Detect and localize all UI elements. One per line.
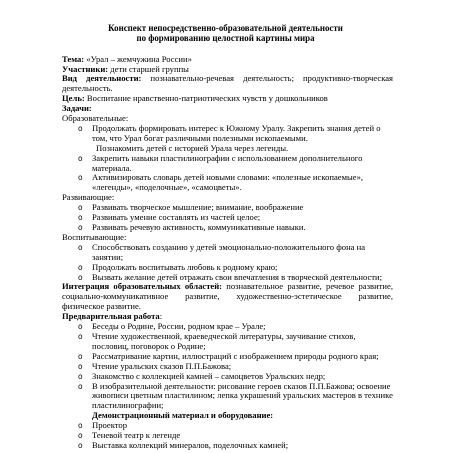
bullet-icon: o — [78, 173, 83, 183]
demo-list — [62, 421, 393, 451]
bullet-icon: o — [78, 381, 83, 391]
bullet-icon: o — [78, 371, 83, 381]
bullet-icon: o — [78, 351, 83, 361]
vid-value: познавательно-речевая деятельность; продуктивно-творческая деятельность. — [62, 73, 394, 94]
integration-value: познавательное развитие, речевое развитие, социально-коммуникативное развитие, художественно-эстетическое развитие, физическое развитие. — [62, 281, 393, 312]
list-item: o Способствовать созданию у детей эмоционально-положительного фона на занятии; — [78, 241, 366, 262]
document-title — [58, 24, 393, 44]
list-item: o Проектор — [78, 420, 128, 431]
demo-heading: Демонстрационный материал и оборудование: — [92, 410, 274, 421]
list-item: o Активизировать словарь детей новыми словами: «полезные ископаемые», «легенды», «поделочные», «самоцветы». — [78, 172, 364, 193]
list-item: o Рассматривание картин, иллюстраций с изображением природы родного края; — [78, 350, 379, 361]
bullet-icon: o — [78, 272, 83, 282]
tema-value: «Урал – жемчужина России» — [84, 53, 192, 64]
uchastniki-label: Участники: — [62, 63, 109, 74]
pred-list — [62, 322, 393, 411]
cel-value: Воспитание нравственно-патриотических чувств у дошкольников — [84, 93, 328, 104]
integration-label: Интеграция образовательных областей: — [62, 281, 223, 292]
bullet-icon: o — [78, 431, 83, 441]
bullet-icon: o — [78, 440, 83, 450]
cel-line — [62, 94, 393, 104]
edu-extra-line: Познакомить детей с историей Урала через легенды. — [96, 142, 289, 153]
bullet-icon: o — [78, 262, 83, 272]
list-item: o Теневой театр к легенде — [78, 430, 181, 441]
bullet-icon: o — [78, 213, 83, 223]
zadachi-heading: Задачи: — [62, 103, 92, 114]
bullet-icon: o — [78, 421, 83, 431]
dev-heading: Развивающие: — [62, 192, 115, 203]
list-item: o Развивать умение составлять из частей целое; — [78, 212, 261, 223]
edu-heading: Образовательные: — [62, 113, 129, 124]
list-item: o Закрепить навыки пластилинографии с использованием дополнительного материала. — [78, 152, 363, 173]
uchastniki-value: дети старшей группы — [108, 63, 189, 74]
list-item: o Беседы о Родине, России, родном крае – Урале; — [78, 321, 266, 332]
list-item: o В изобразительной деятельности: рисование героев сказов П.П.Бажова; освоение живописи цветным пластилином; лепка украшений уральских мастеров в технике пластилинографии; — [78, 380, 393, 411]
tema-label: Тема: — [62, 53, 85, 64]
list-item: o Продолжать воспитывать любовь к родному краю; — [78, 261, 278, 272]
list-item: o Чтение художественной, краеведческой литературы, заучивание стихов, пословиц, поговорок о Родине; — [78, 330, 356, 351]
edu-list — [62, 124, 393, 193]
bullet-icon: o — [78, 223, 83, 232]
integration-line — [62, 282, 393, 312]
vos-list — [62, 243, 393, 283]
list-item: o Знакомство с коллекцией камней – самоцветов Уральских недр; — [78, 370, 326, 381]
bullet-icon: o — [78, 153, 83, 163]
bullet-icon: o — [78, 361, 83, 371]
list-item: o Выставка коллекций минералов, поделочных камней; — [78, 439, 289, 450]
bullet-icon: o — [78, 322, 83, 332]
list-item: o Чтение уральских сказов П.П.Бажова; — [78, 360, 232, 371]
list-item: o Развивать творческое мышление; внимание, воображение — [78, 202, 304, 213]
bullet-icon: o — [78, 331, 83, 341]
bullet-icon: o — [78, 203, 83, 213]
dev-list — [62, 203, 393, 233]
cel-label: Цель: — [62, 93, 85, 104]
title-line-1: Конспект непосредственно-образовательной деятельности — [108, 23, 343, 33]
pred-heading: Предварительная работа: — [62, 311, 163, 322]
vid-label: Вид деятельности: — [62, 73, 142, 84]
list-item: o Вызвать желание детей отражать свои впечатления в творческой деятельности; — [78, 271, 383, 282]
vid-line — [62, 74, 393, 94]
title-line-2: по формированию целостной картины мира — [136, 32, 315, 43]
list-item: o Продолжать формировать интерес к Южному Уралу. Закрепить знания детей о том, что Урал богат различными полезными ископаемыми. Познакомить детей с историей Урала через легенды. — [62, 124, 393, 154]
vos-heading: Воспитывающие: — [62, 231, 127, 242]
bullet-icon: o — [78, 123, 83, 133]
list-item: o Развивать речевую активность, коммуникативные навыки. — [78, 222, 306, 232]
bullet-icon: o — [78, 242, 83, 252]
